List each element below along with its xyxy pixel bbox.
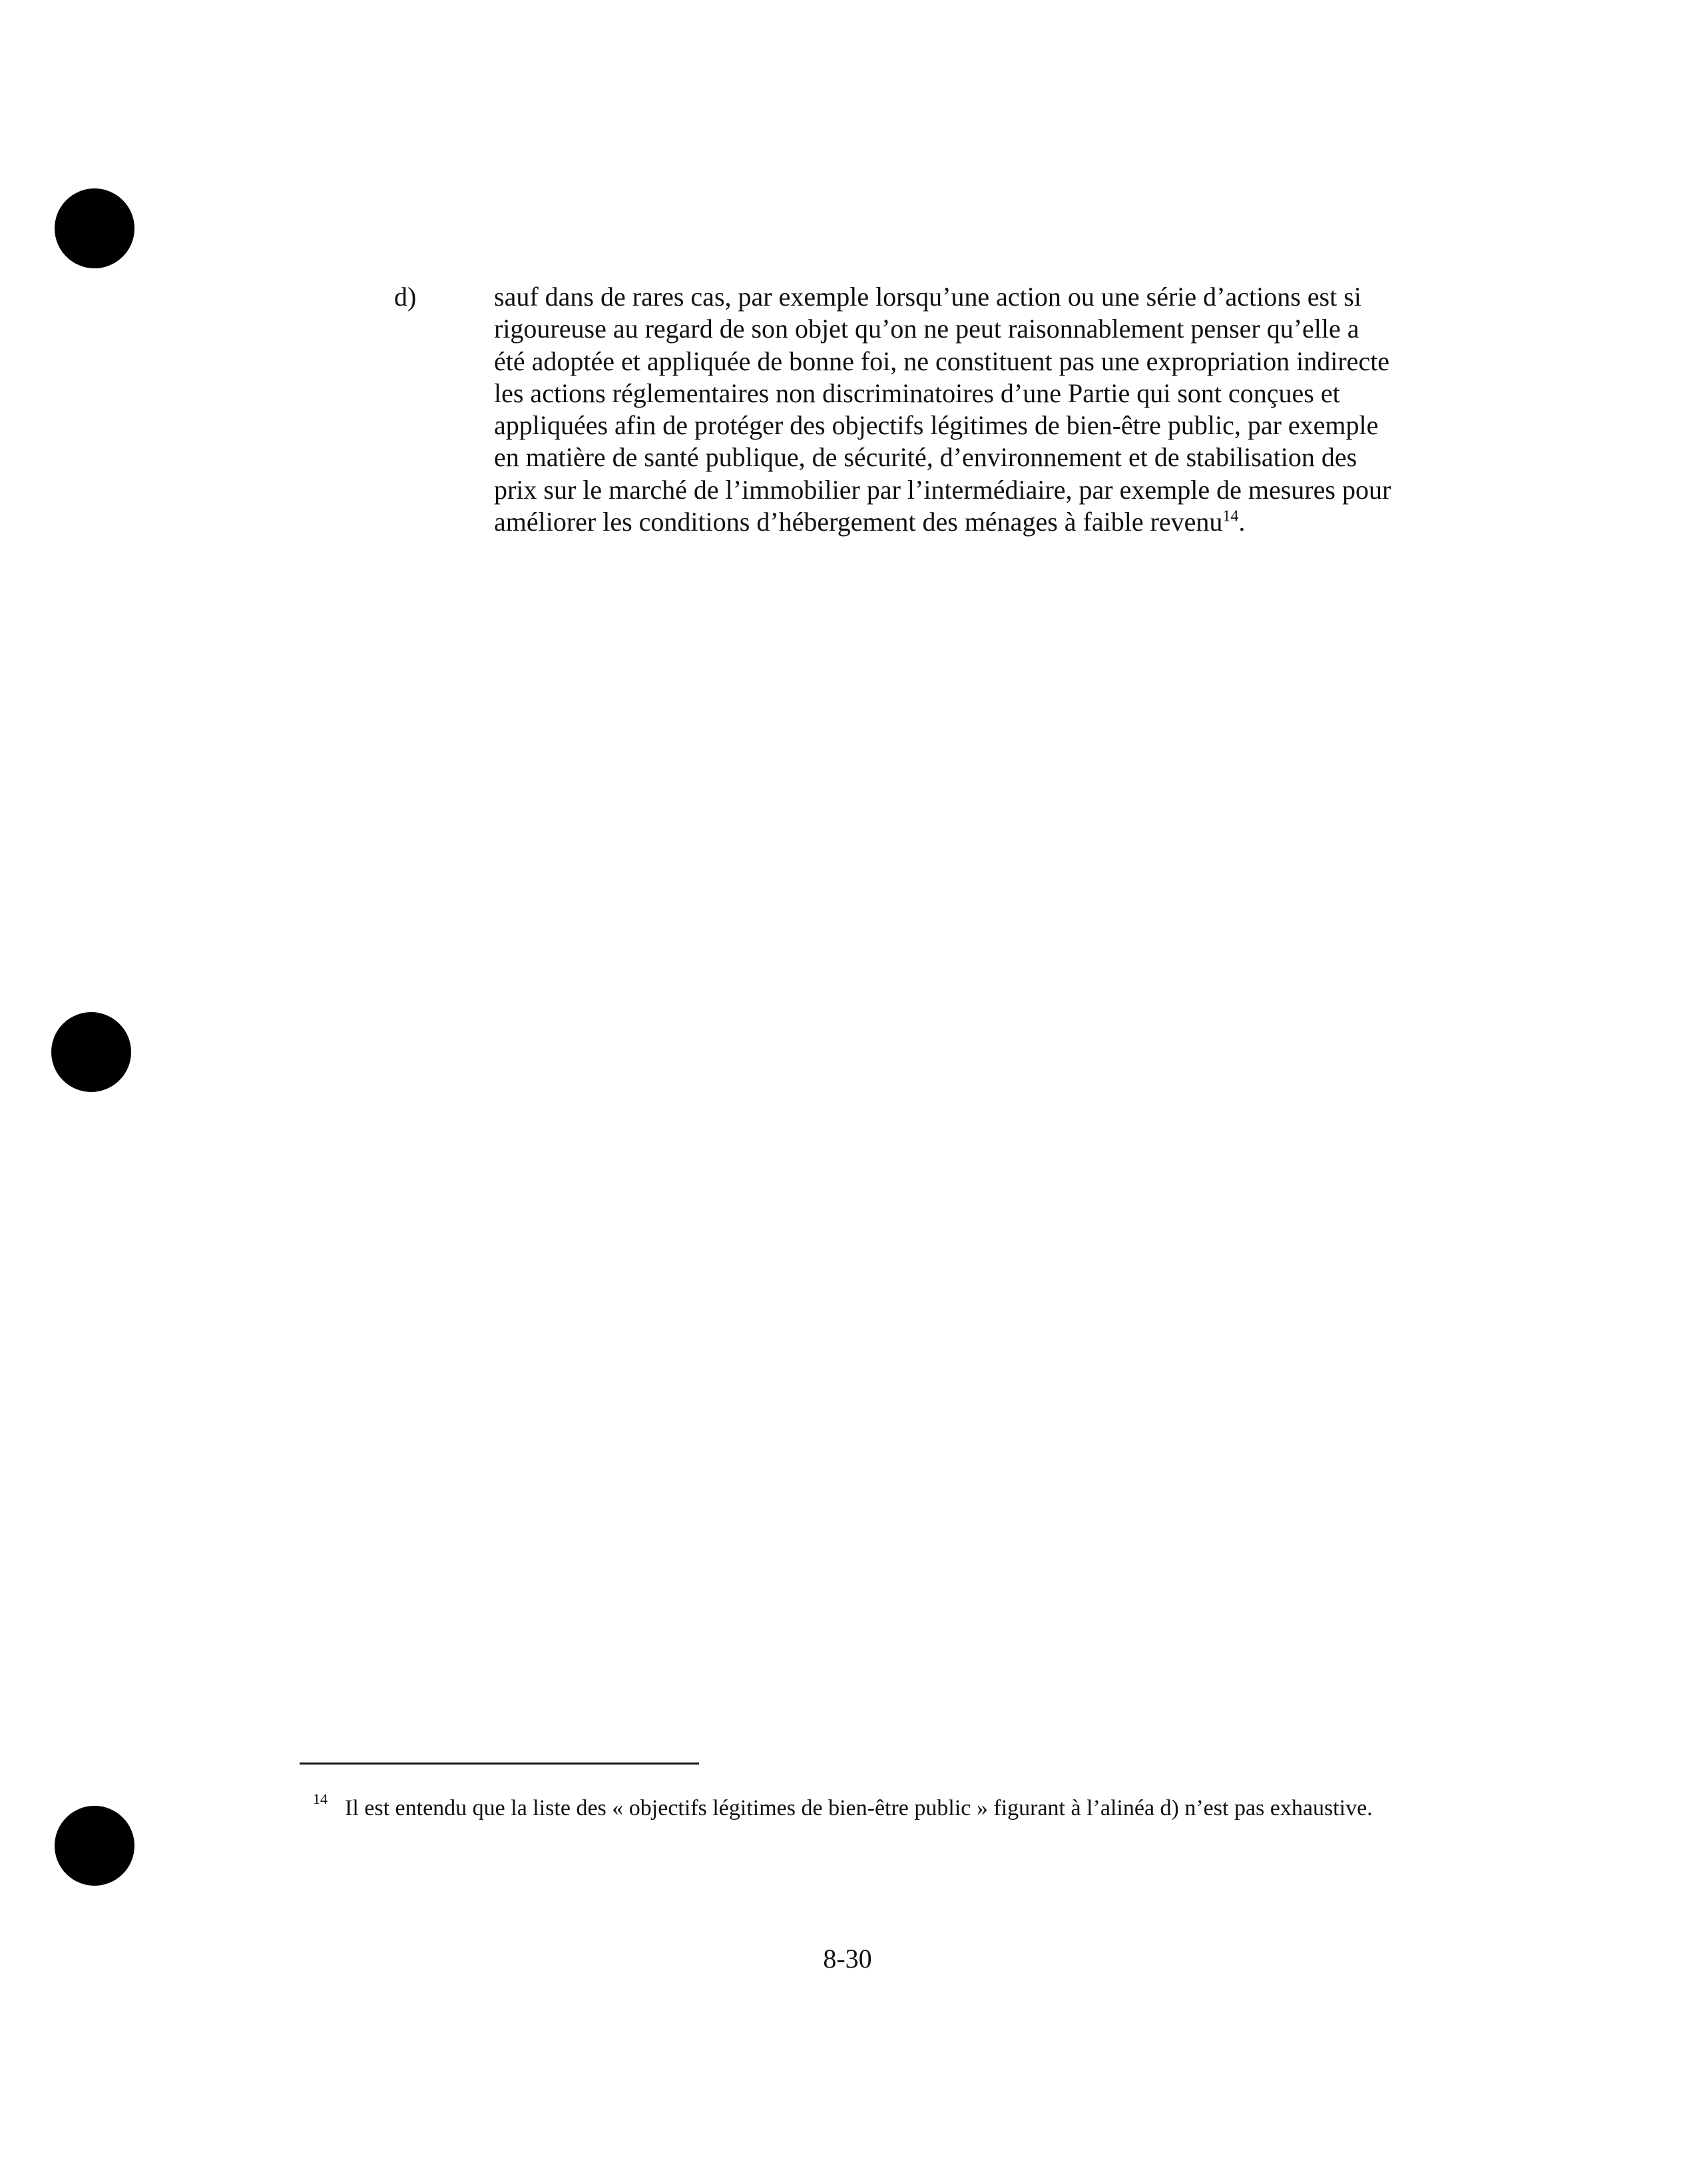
page-number: 8-30 <box>823 1944 872 1974</box>
footnote-number: 14 <box>313 1790 328 1807</box>
item-paragraph-text: sauf dans de rares cas, par exemple lorsqu’une action ou une série d’actions est si rigoureuse au regard de son objet qu’on ne peut raisonnablement penser qu’elle a été adoptée et appliquée de bonne foi, ne constituent pas une expropriation indirecte les actions réglementaires non discriminatoires d’une Partie qui sont conçues et appliquées afin de protéger des objectifs légitimes de bien-être public, par exemple en matière de santé publique, de sécurité, d’environnement et de stabilisation des prix sur le marché de l’immobilier par l’intermédiaire, par exemple de mesures pour améliorer les conditions d’hébergement des ménages à faible revenu <box>494 282 1391 537</box>
footnote-reference[interactable]: 14 <box>1222 507 1239 525</box>
item-label: d) <box>394 282 417 312</box>
footnote <box>313 1792 1391 1824</box>
punch-hole-middle <box>51 1012 131 1092</box>
punch-hole-top <box>55 188 134 268</box>
item-end-punctuation: . <box>1238 507 1246 537</box>
footnote-separator <box>300 1763 699 1765</box>
item-paragraph <box>494 281 1393 538</box>
footnote-text: Il est entendu que la liste des « objectifs légitimes de bien-être public » figurant à l’alinéa d) n’est pas exhaustive. <box>345 1796 1373 1820</box>
punch-hole-bottom <box>55 1806 134 1886</box>
